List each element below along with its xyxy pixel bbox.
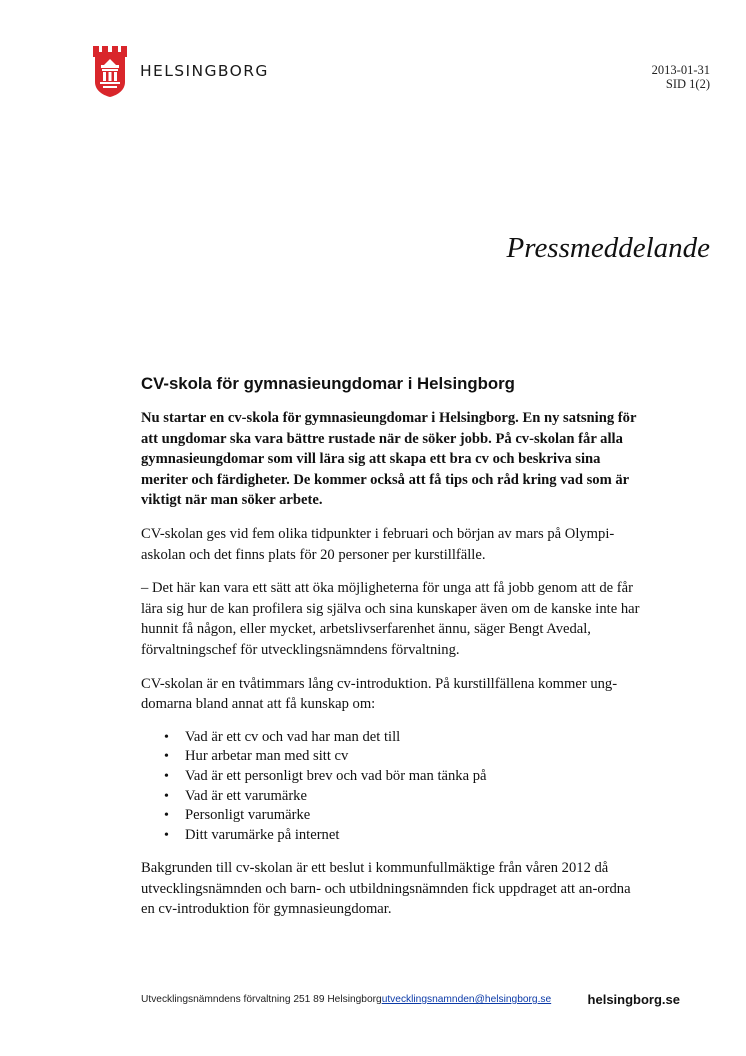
article-lead: Nu startar en cv-skola för gymnasieungdomar i Helsingborg. En ny satsning för att ungdomar ska vara bättre rustade när de söker jobb. På cv-skolan får alla gymnasieungdomar som vill lära sig att skapa ett bra cv och beskriva sina meriter och färdigheter. De kommer också att få tips och råd kring vad som är viktigt när man söker arbete. <box>141 410 637 509</box>
paragraph-intro: CV-skolan är en tvåtimmars lång cv-introduktion. På kurstillfällena kommer ung-domarna bland annat att få kunskap om: <box>141 675 618 713</box>
bullet-icon: • <box>164 749 169 765</box>
document-date: 2013-01-31 <box>651 63 710 77</box>
bullet-icon: • <box>164 768 169 784</box>
list-item: • Personligt varumärke <box>141 806 641 826</box>
paragraph-schedule: CV-skolan ges vid fem olika tidpunkter i februari och början av mars på Olympi-askolan och det finns plats för 20 personer per kurstillfälle. <box>141 525 615 563</box>
article-body <box>141 374 641 933</box>
paragraph-background: Bakgrunden till cv-skolan är ett beslut i kommunfullmäktige från våren 2012 då utvecklingsnämnden och barn- och utbildningsnämnden fick uppdraget att an-ordna en cv-introduktion för gymnasieungdomar. <box>141 860 631 918</box>
footer-address <box>141 994 551 1005</box>
footer-address-text: Utvecklingsnämndens förvaltning 251 89 Helsingborg <box>141 994 382 1005</box>
helsingborg-castle-crest-icon <box>92 44 128 98</box>
bullet-icon: • <box>164 827 169 843</box>
document-meta <box>652 63 710 91</box>
article-headline: CV-skola för gymnasieungdomar i Helsingborg <box>141 374 515 393</box>
list-item: • Vad är ett personligt brev och vad bör man tänka på <box>141 767 641 787</box>
organization-name: HELSINGBORG <box>140 62 269 80</box>
page-number: SID 1(2) <box>665 77 710 91</box>
list-item: • Vad är ett varumärke <box>141 787 641 807</box>
paragraph-quote: – Det här kan vara ett sätt att öka möjligheterna för unga att få jobb genom att de får lära sig hur de kan profilera sig själva och sina kunskaper även om de kanske inte har hunnit få någon, eller mycket, arbetslivserfarenhet ännu, säger Bengt Avedal, förvaltningschef för utvecklingsnämndens förvaltning. <box>141 580 640 658</box>
list-item: • Ditt varumärke på internet <box>141 826 641 846</box>
topic-list <box>141 728 641 846</box>
document-type-title: Pressmeddelande <box>506 232 710 264</box>
footer-email-link[interactable]: utvecklingsnamnden@helsingborg.se <box>381 994 552 1005</box>
list-item: • Vad är ett cv och vad har man det till <box>141 728 641 748</box>
footer-website[interactable]: helsingborg.se <box>587 992 680 1007</box>
bullet-icon: • <box>164 808 169 824</box>
bullet-icon: • <box>164 729 169 745</box>
list-item: • Hur arbetar man med sitt cv <box>141 747 641 767</box>
bullet-icon: • <box>164 788 169 804</box>
